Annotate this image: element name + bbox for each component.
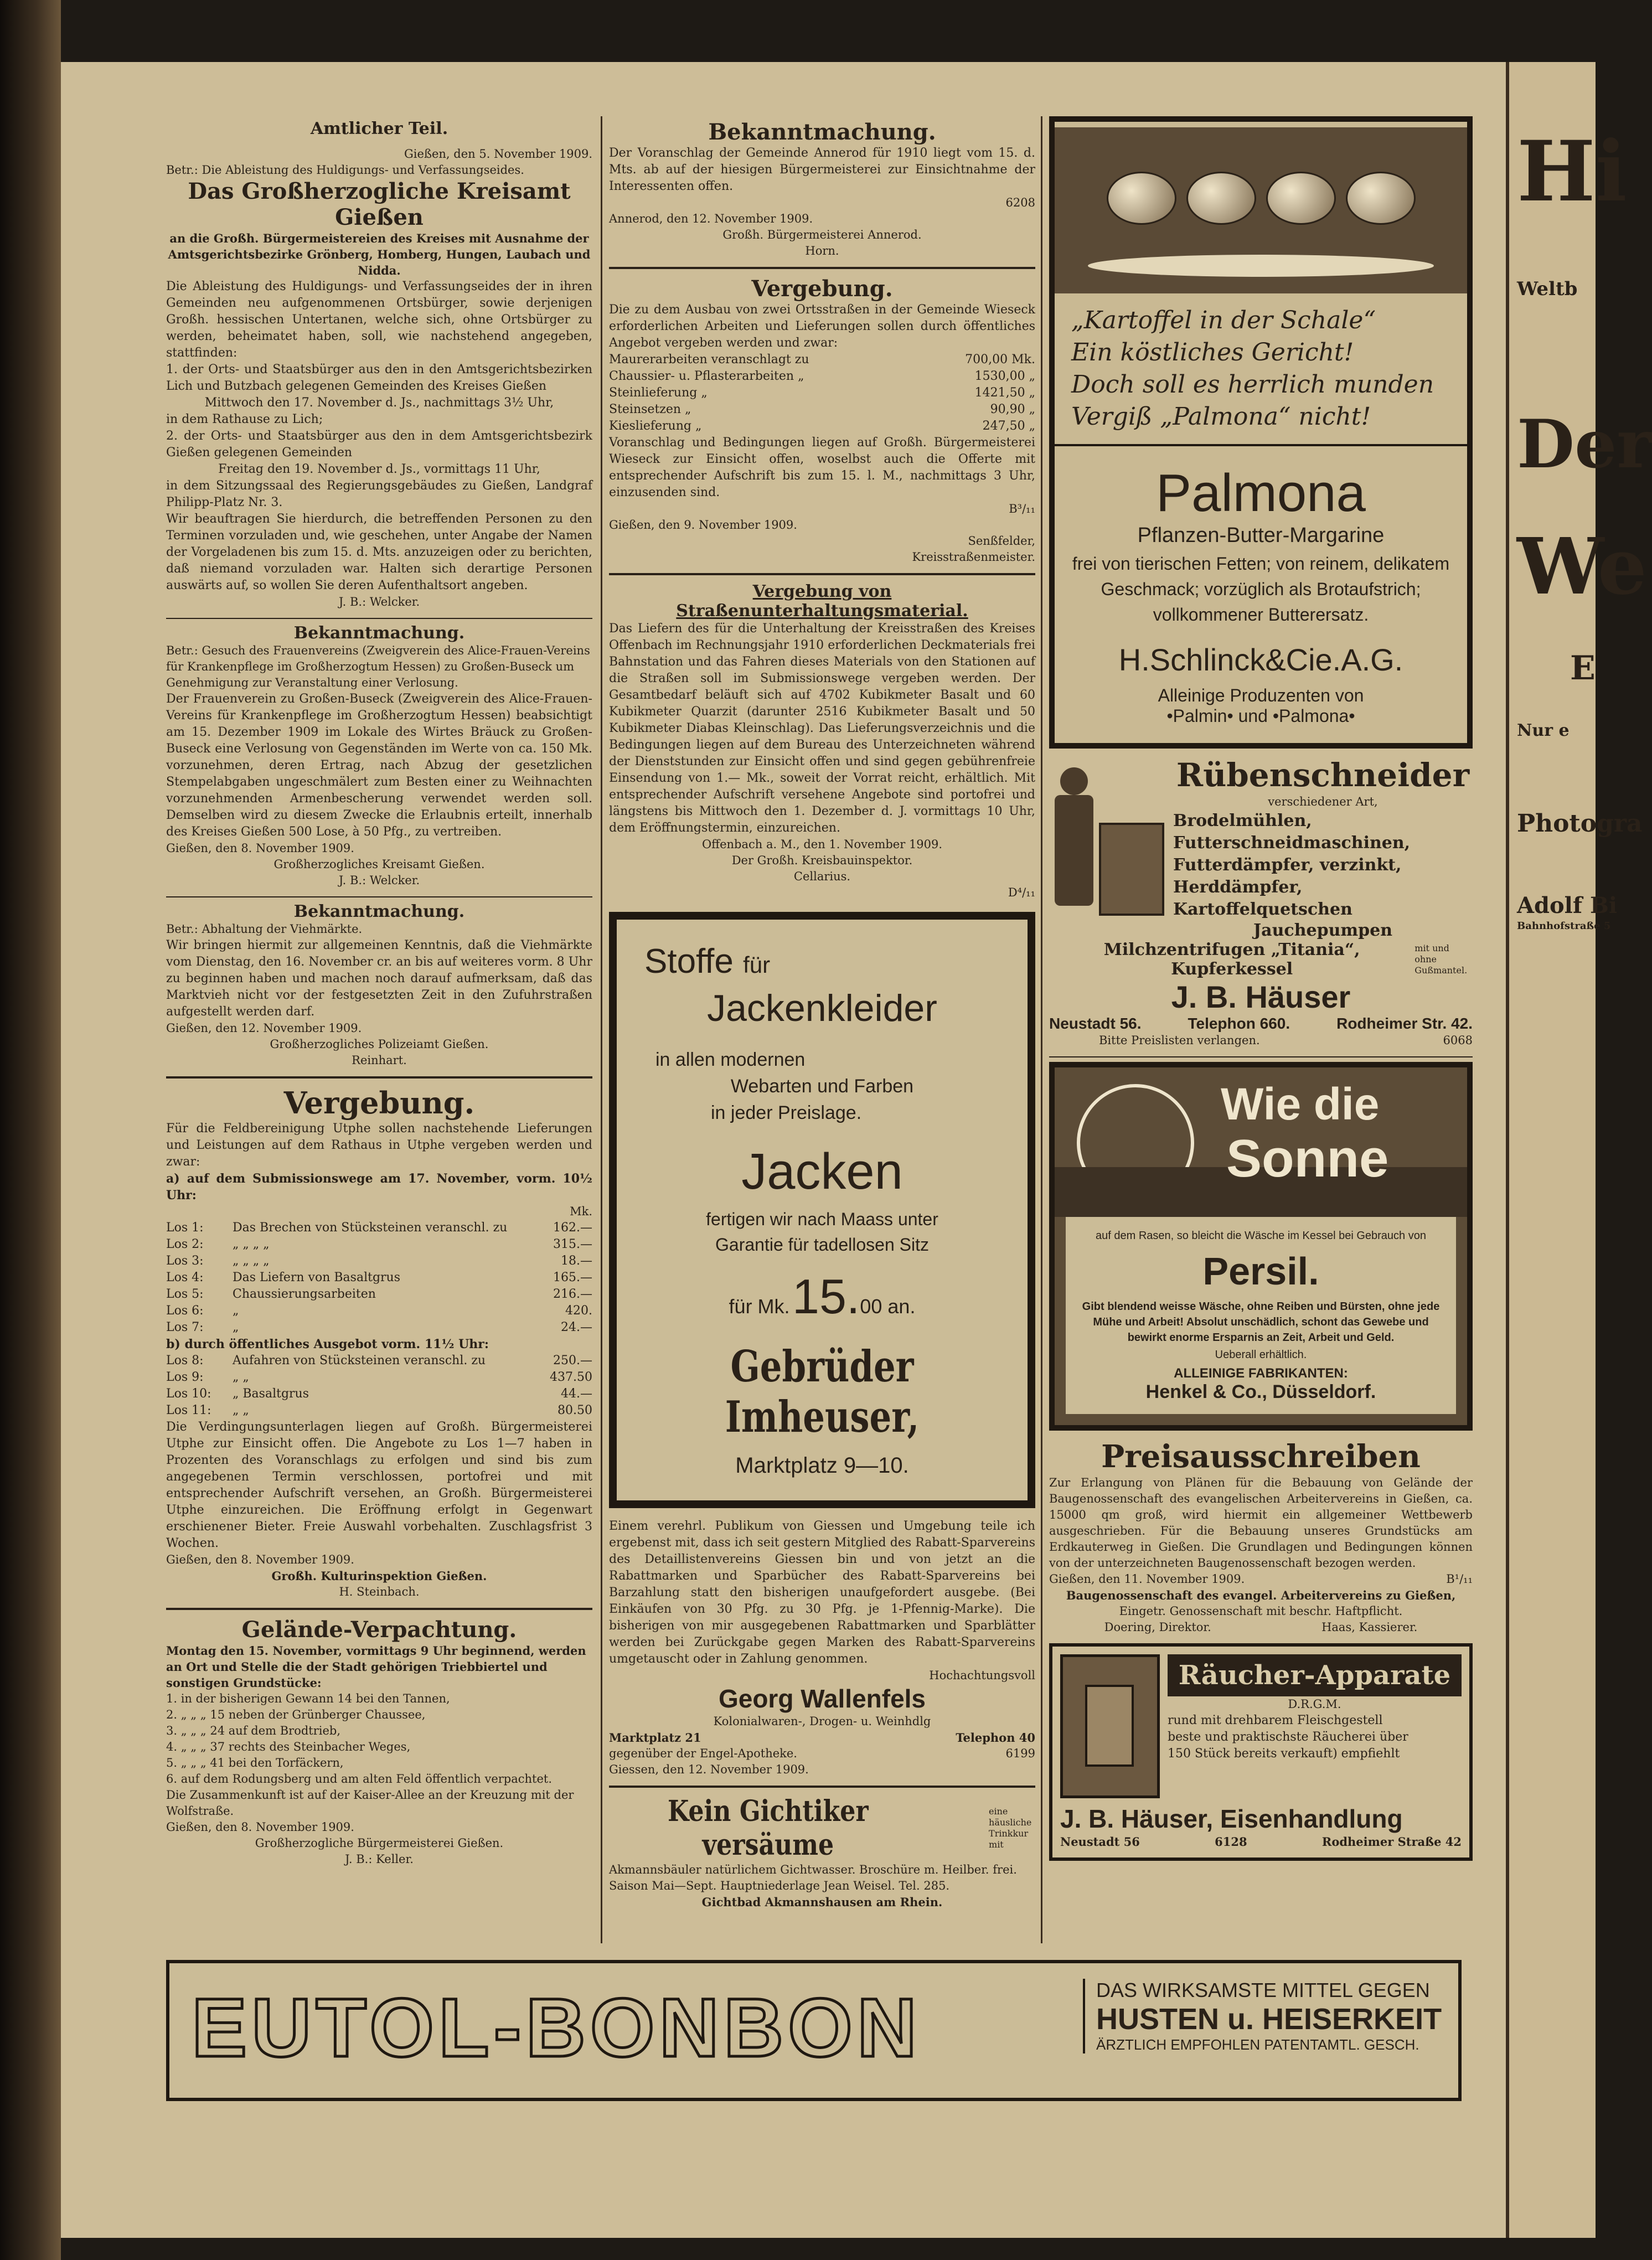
notice-date: Gießen, den 8. November 1909. [166,842,354,855]
ad-price [644,1268,1000,1325]
table-row [166,1286,592,1303]
ad-address: Neustadt 56. [1049,1015,1142,1032]
ad-line: Jauchepumpen [1253,921,1392,940]
notice-date: Gießen, den 5. November 1909. [404,147,592,161]
ad-headline: Jackenkleider [707,987,937,1029]
notice-item-date: Freitag den 19. November d. Js., vormittags 11 Uhr, [218,462,540,476]
table-row [166,1270,592,1286]
figure-head [1060,767,1088,795]
notice-subhead: a) auf dem Submissionswege am 17. November, vorm. 10½ Uhr: [166,1172,592,1203]
notice-body: Voranschlag und Bedingungen liegen auf Großh. Bürgermeisterei Wieseck zur Einsicht offen, woselbst auch die Offerte mit entsprechender Aufschrift bis zum 15. l. M., nachmittags 3 Uhr, einzusenden sind. [609,436,1035,499]
ad-gichtwasser [609,1794,1035,1910]
notice-code: B¹/₁₁ [1446,1572,1473,1586]
ad-line: Garantie für tadellosen Sitz [715,1235,929,1255]
ad-firm: H.Schlinck&Cie.A.G. [1118,642,1403,677]
lot-number: Los 3: [166,1254,204,1268]
ad-contact [609,1746,1035,1762]
notice-title: Gelände-Verpachtung. [241,1617,517,1643]
divider [609,573,1035,575]
machine [1099,823,1164,916]
notice-body: Der Voranschlag der Gemeinde Annerod für 1910 liegt vom 15. d. Mts. ab auf der hiesigen Bürgermeisterei zur Einsichtnahme der Interessenten offen. [609,146,1035,193]
ad-headline: Wie die [1221,1079,1380,1129]
potato-image [1107,172,1176,225]
notice-subject: Betr.: Gesuch des Frauenvereins (Zweigverein des Alice-Frauen-Vereins für Krankenpflege im Großherzogtum Hessen) zu Großen-Buseck um Genehmigung zur Veranstaltung einer Verlosung. [166,644,590,689]
ad-address: Marktplatz 21 [609,1731,701,1745]
notice-title: Vergebung. [751,276,893,302]
notice-meta [1049,1571,1473,1587]
notice-authority: Baugenossenschaft des evangel. Arbeitervereins zu Gießen, [1066,1588,1456,1602]
ad-body: Akmannsbäuler natürlichem Gichtwasser. Broschüre m. Heilber. frei. Saison Mai—Sept. Hauptniederlage Jean Weisel. Tel. 285. [609,1863,1017,1892]
table-row [609,418,1035,435]
lot-number: Los 9: [166,1370,204,1384]
notice-authority: Großherzogliches Polizeiamt Gießen. [270,1038,489,1051]
notice-signature: Senßfelder, [968,534,1035,548]
ad-line: rund mit drehbarem Fleischgestell [1168,1714,1383,1727]
notice-subject: Betr.: Abhaltung der Viehmärkte. [166,922,363,936]
ad-line: DAS WIRKSAMSTE MITTEL GEGEN [1096,1979,1430,2001]
ad-verse-line: Doch soll es herrlich munden [1071,370,1434,399]
ad-regards: Hochachtungsvoll [929,1669,1035,1682]
notice-subhead: b) durch öffentliches Ausgebot vorm. 11½ Uhr: [166,1337,489,1351]
list-item: 3. „ „ „ 24 auf dem Brodtrieb, [166,1724,341,1737]
divider [609,1786,1035,1788]
notice-title: Bekanntmachung. [293,902,465,921]
ad-layout [1060,1654,1462,1798]
list-item: 2. „ „ „ 15 neben der Grünberger Chaussee, [166,1708,426,1721]
lots-table-b [166,1353,592,1419]
farmer-machine-illustration [1049,756,1165,939]
divider [166,1076,592,1079]
cost-value: 90,90 „ [990,403,1035,416]
notice-body: Die Ableistung des Huldigungs- und Verfassungseides der in ihren Gemeinden neu aufgenommenen Ortsbürger, sowie derjenigen Großh. hessischen Untertanen, welche sich, ohne Ortsbürger zu werden, beheimatet haben, soll, wie nachstehend angegeben, stattfinden: [166,280,592,360]
notice-recipients: an die Großh. Bürgermeistereien des Kreises mit Ausnahme der Amtsgerichtsbezirke Grönberg, Homberg, Hungen, Laubach und Nidda. [168,231,591,277]
potato-dish-illustration [1055,127,1467,225]
ad-firm: Gebrüder Imheuser, [725,1341,920,1442]
cost-value: 700,00 Mk. [965,353,1035,367]
ad-persil [1049,1062,1473,1431]
notice-subtitle: Eingetr. Genossenschaft mit beschr. Haftpflicht. [1119,1604,1403,1618]
table-row [166,1402,592,1419]
ad-headline: Rübenschneider [1176,756,1470,794]
smoker-door [1085,1685,1134,1767]
ad-address-row [1060,1834,1462,1850]
notice-title: Vergebung. [283,1085,475,1121]
ad-word-fuer: für [743,952,771,978]
lot-description: Chaussierungsarbeiten [233,1287,376,1301]
lot-number: Los 2: [166,1237,204,1251]
lot-description: Aufahren von Stücksteinen veranschl. zu [233,1354,486,1368]
list-item: 4. „ „ „ 37 rechts des Steinbacher Weges, [166,1740,411,1753]
ad-firm: J. B. Häuser, Eisenhandlung [1060,1804,1403,1833]
notice-signature: J. B.: Keller. [345,1853,414,1866]
notice-title: Preisausschreiben [1101,1438,1421,1475]
divider [166,618,592,619]
notice-signature: J. B.: Welcker. [338,874,420,887]
ad-address-row [1049,1015,1473,1033]
notice-date: Gießen, den 9. November 1909. [609,518,797,532]
ad-subtitle: Pflanzen-Butter-Margarine [1137,524,1385,547]
cost-item: Steinsetzen „ [609,403,691,416]
notice-body: Zur Erlangung von Plänen für die Bebauung von Gelände der Baugenossenschaft des evangelischen Arbeitervereins in Gießen, ca. 15000 qm groß, wird hiermit ein allgemeiner Wettbewerb ausgeschrieben. Für die Bebauung unseres Grundstücks am Erdkauterweg in Gießen. Die Grundlagen und Bedingungen können von der unterzeichneten Baugenossenschaft bezogen werden. [1049,1476,1473,1570]
ad-wallenfels [609,1518,1035,1778]
ad-body: Einem verehrl. Publikum von Giessen und Umgebung teile ich ergebenst mit, dass ich seit gestern Mitglied des Rabatt-Sparvereins des Detaillistenvereins Giessen bin und von jetzt an die Rabattmarken und Sparbücher des Rabatt-Sparvereins bei Barzahlung statt den bisherigen unaufgefordert ausgebe. (Bei Einkäufen von 30 Pfg. zu 30 Pfg. je 1-Pfennig-Marke). Die bisherigen von mir ausgegebenen Rabattmarken und Sparblätter werden bei Zurückgabe gegen Marken des Rabatt-Sparvereins umgetauscht oder in Zahlung genommen. [609,1519,1035,1666]
table-row [609,385,1035,401]
cost-table [609,352,1035,435]
lot-number: Los 1: [166,1221,204,1235]
ad-layout [1049,756,1473,940]
ad-headline: Sonne [1226,1129,1389,1188]
fragment-text: Nur e [1517,721,1570,740]
lot-description: „ Basaltgrus [233,1387,309,1401]
notice-gelaende [166,1617,592,1867]
list-item: 6. auf dem Rodungsberg und am alten Feld öffentlich verpachtet. [166,1772,553,1786]
ad-line: in allen modernen [655,1049,806,1070]
divider [166,1608,592,1610]
lot-value: 24.— [561,1320,592,1334]
cost-value: 247,50 „ [982,419,1035,433]
ad-eutol-banner [166,1960,1462,2101]
notice-authority: Großherzogliche Bürgermeisterei Gießen. [255,1836,504,1850]
notice-signatures [1049,1619,1473,1635]
ad-line: Milchzentrifugen „Titania“, Kupferkessel [1103,940,1360,979]
column-1 [166,53,592,1875]
fragment-text: Adolf Bi [1517,892,1618,919]
notice-heading: Das Großherzogliche Kreisamt Gießen [188,178,571,230]
ad-contact [609,1730,1035,1746]
ad-footer: Gichtbad Akmannshausen am Rhein. [701,1895,943,1909]
ad-palmona [1049,116,1473,749]
notice-item: 2. der Orts- und Staatsbürger aus den in dem Amtsgerichtsbezirk Gießen gelegenen Gemeinden [166,429,592,460]
ad-footer [1049,1033,1473,1049]
notice-annerod [609,119,1035,259]
notice-body: Die zu dem Ausbau von zwei Ortsstraßen in der Gemeinde Wieseck erforderlichen Arbeiten und Lieferungen sollen durch öffentliches Angebot vergeben werden und zwar: [609,303,1035,350]
notice-signature: Doering, Direktor. [1104,1621,1211,1634]
fragment-text: Photogra [1517,809,1643,838]
table-row [166,1303,592,1319]
lot-description: Das Liefern von Basaltgrus [233,1271,401,1284]
notice-title: Vergebung von Straßenunterhaltungsmaterial. [676,582,968,621]
divider [609,267,1035,269]
notice-subject: Betr.: Die Ableistung des Huldigungs- und Verfassungseides. [166,163,524,177]
lot-number: Los 7: [166,1320,204,1334]
lot-description: „ [233,1320,239,1334]
ad-verse-line: „Kartoffel in der Schale“ [1071,306,1376,334]
notice-date: Gießen, den 8. November 1909. [166,1820,354,1834]
notice-date: Offenbach a. M., den 1. November 1909. [701,838,943,851]
ad-address: Rodheimer Str. 42. [1336,1015,1473,1032]
lot-description: „ „ „ „ [233,1237,270,1251]
notice-date: Gießen, den 8. November 1909. [166,1553,354,1566]
ad-date: Giessen, den 12. November 1909. [609,1763,809,1776]
table-row [166,1236,592,1253]
notice-date: Gießen, den 11. November 1909. [1049,1572,1245,1586]
notice-title: Bekanntmachung. [708,119,936,145]
ad-line [644,942,1000,981]
column-rule [1041,116,1042,1943]
table-row [609,352,1035,368]
potato-image [1266,172,1336,225]
ad-line: ALLEINIGE FABRIKANTEN: [1174,1366,1348,1381]
lot-description: „ „ [233,1404,249,1417]
section-title-amtlich: Amtlicher Teil. [310,119,448,138]
lot-number: Los 4: [166,1271,204,1284]
cost-value: 1421,50 „ [974,386,1035,400]
ad-address: Neustadt 56 [1060,1835,1140,1849]
ad-phone: Telephon 40 [956,1731,1035,1745]
ad-verse [1055,293,1467,446]
ad-line: ÄRZTLICH EMPFOHLEN PATENTAMTL. GESCH. [1096,2036,1419,2053]
ad-firm: J. B. Häuser [1171,979,1351,1014]
ad-illustration [1055,1067,1467,1217]
ad-price-value: 15. [792,1269,860,1324]
lot-value: 44.— [561,1387,592,1401]
ad-line: auf dem Rasen, so bleicht die Wäsche im Kessel bei Gebrauch von [1096,1230,1426,1242]
notice-authority: Großh. Bürgermeisterei Annerod. [722,228,922,241]
ad-text-block [1055,446,1467,743]
ad-headline: Kein Gichtiker versäume [667,1794,869,1862]
ad-line: beste und praktischste Räucherei über [1168,1730,1408,1744]
ad-note: mit und ohne Gußmantel. [1414,943,1468,976]
lot-value: 80.50 [557,1404,592,1417]
ad-raeucher [1049,1643,1473,1861]
ad-code: 6128 [1215,1835,1247,1849]
ad-description: Gibt blendend weisse Wäsche, ohne Reiben und Bürsten, ohne jede Mühe und Arbeit! Absolut unschädlich, schont das Gewebe und bewirkt enorme Ersparnis an Zeit, Arbeit und Geld. [1082,1301,1440,1344]
list-item: 1. in der bisherigen Gewann 14 bei den Tannen, [166,1692,450,1705]
currency-label: Mk. [570,1205,592,1218]
notice-authority: Großherzogliches Kreisamt Gießen. [273,858,485,871]
fragment-text: E [1570,649,1596,688]
lot-number: Los 8: [166,1354,204,1368]
ad-sidenote: eine häusliche Trinkkur mit [989,1806,1032,1850]
ad-phone: Telephon 660. [1188,1015,1290,1032]
lot-number: Los 10: [166,1387,211,1401]
potato-image [1346,172,1416,225]
notice-code: 6208 [1005,196,1035,209]
notice-closing: Wir beauftragen Sie hierdurch, die betreffenden Personen zu den Terminen vorzuladen und, wie geschehen, unter Angabe der Namen der Vorgeladenen bis zum 15. d. Mts. anzuzeigen oder zu berichten, daß niemand vorzuladen war. Halten sich derartige Personen auswärts auf, so wollen Sie deren Aufenthaltsort angeben. [166,512,592,592]
lot-value: 250.— [553,1354,592,1368]
ad-line: •Palmin• und •Palmona• [1166,706,1355,726]
smoker-illustration [1060,1654,1160,1798]
notice-item: 1. der Orts- und Staatsbürger aus den in den Amtsgerichtsbezirken Lich und Butzbach gelegenen Gemeinden des Kreises Gießen [166,363,592,393]
fragment-text: We [1517,522,1647,612]
ad-header [609,1794,1035,1862]
ad-claims [1083,1979,1456,2053]
notice-authority: Der Großh. Kreisbauinspektor. [731,854,913,867]
notice-code: D⁴/₁₁ [1008,886,1035,899]
notice-kreisamt [166,146,592,610]
lot-value: 165.— [553,1271,592,1284]
ad-line: in jeder Preislage. [711,1102,862,1123]
cost-item: Kieslieferung „ [609,419,702,433]
notice-wieseck [609,276,1035,565]
ad-code: 6068 [1443,1034,1473,1047]
lot-number: Los 6: [166,1304,204,1318]
lot-description: Das Brechen von Stücksteinen veranschl. zu [233,1221,508,1235]
ad-text [1173,756,1473,940]
potato-image [1186,172,1256,225]
ad-brand: Persil. [1202,1250,1319,1293]
ad-address: Marktplatz 9—10. [735,1453,909,1478]
notice-signature: Horn. [805,244,839,257]
table-row [166,1253,592,1270]
plate-image [1088,255,1434,277]
notice-body: Das Liefern des für die Unterhaltung der Kreisstraßen des Kreises Offenbach im Rechnungsjahr 1910 erforderlichen Deckmaterials frei Bahnstation und das Fahren dieses Materials von den Stationen auf die Straßen soll im Submissionswege vergeben werden. Der Gesamtbedarf beläuft sich auf 4702 Kubikmeter Basalt und 60 Kubikmeter Quarzit (darunter 2516 Kubikmeter Basalt und 50 Kubikmeter Diabas Kleinschlag). Das Lieferungsverzeichnis und die Bedingungen liegen auf dem Bureau des Unterzeichneten während der Dienststunden zur Einsicht offen und sind gegen gebührenfreie Einsendung von 1.— Mk., soweit der Vorrat reicht, erhältlich. Mit entsprechender Aufschrift versehene Angebote sind portofrei und längstens bis Mittwoch den 1. Dezember d. J. vormittags 10 Uhr, dem Eröffnungstermin, einzureichen. [609,622,1035,835]
notice-body: Die Verdingungsunterlagen liegen auf Großh. Bürgermeisterei Utphe zur Einsicht offen. Die Angebote zu Los 1—7 haben in Prozenten des Voranschlags zu erfolgen und sind bis zum angegebenen Termin verschlossen, portofrei und mit entsprechender Aufschrift versehen, an Großh. Bürgermeisterei Utphe einzureichen. Die Eröffnung erfolgt in Gegenwart erschienener Bieter. Freie Auswahl vorbehalten. Zuschlagsfrist 3 Wochen. [166,1420,592,1550]
ad-location: gegenüber der Engel-Apotheke. [609,1747,797,1760]
ad-address: Rodheimer Straße 42 [1321,1835,1462,1849]
cost-value: 1530,00 „ [974,369,1035,383]
notice-strassenmaterial [609,582,1035,901]
divider [1049,1056,1473,1057]
lot-number: Los 5: [166,1287,204,1301]
column-3 [1049,116,1473,1869]
ad-code: 6199 [1005,1747,1035,1760]
ad-description: frei von tierischen Fetten; von reinem, delikatem Geschmack; vorzüglich als Brotaufstrich; vollkommener Butterersatz. [1072,554,1450,625]
list-item: 5. „ „ „ 41 bei den Torfäckern, [166,1756,344,1769]
lot-description: „ „ „ „ [233,1254,270,1268]
table-row [166,1319,592,1336]
ad-text-block [1066,1217,1456,1414]
notice-viehmaerkte [166,902,592,1069]
lot-value: 18.— [561,1254,592,1268]
table-row [166,1353,592,1369]
cost-item: Maurerarbeiten veranschlagt zu [609,353,809,367]
ad-rueben [1049,756,1473,1049]
lot-value: 420. [565,1304,592,1318]
ad-row [1049,940,1473,979]
notice-date: Gießen, den 12. November 1909. [166,1021,362,1035]
cost-item: Steinlieferung „ [609,386,708,400]
notice-title: Bekanntmachung. [293,623,465,643]
lots-table-a [166,1220,592,1336]
notice-intro: Montag den 15. November, vormittags 9 Uhr beginnend, werden an Ort und Stelle die der Stadt gehörigen Triebbiertel und sonstigen Grundstücke: [166,1644,586,1690]
ad-verse-line: Vergiß „Palmona“ nicht! [1071,403,1371,431]
ad-line: HUSTEN u. HEISERKEIT [1096,2003,1442,2036]
ad-subtitle: Kolonialwaren-, Drogen- u. Weinhdlg [713,1715,931,1728]
table-row [609,368,1035,385]
ad-line: Alleinige Produzenten von [1158,685,1364,705]
cost-item: Chaussier- u. Pflasterarbeiten „ [609,369,804,383]
notice-meeting: Die Zusammenkunft ist auf der Kaiser-Allee an der Kreuzung mit der Wolfstraße. [166,1788,574,1818]
notice-signature: H. Steinbach. [339,1585,420,1598]
divider [166,896,592,897]
ad-text [1168,1654,1462,1798]
notice-body: Wir bringen hiermit zur allgemeinen Kenntnis, daß die Viehmärkte vom Dienstag, den 16. November cr. an bis auf weiteres vorm. 8 Uhr zu beginnen haben und machen noch darauf aufmerksam, daß das Marktvieh nicht vor der festgesetzten Zeit in den Zufuhrstraßen aufgestellt werden darf. [166,938,592,1019]
table-row [166,1386,592,1402]
notice-signature: Reinhart. [352,1054,407,1067]
notice-preisausschreiben [1049,1438,1473,1635]
notice-frauenverein [166,623,592,889]
notice-signature: Haas, Kassierer. [1321,1621,1418,1634]
ad-line: fertigen wir nach Maass unter [706,1209,938,1229]
column-rule [601,116,602,1943]
ad-product-list: Brodelmühlen, Futterschneidmaschinen, Futterdämpfer, verzinkt, Herddämpfer, Kartoffelquetschen [1173,811,1411,919]
fragment-text: Weltb [1517,278,1578,300]
ad-verse-line: Ein köstliches Gericht! [1071,338,1354,367]
lot-value: 437.50 [550,1370,592,1384]
notice-signature: J. B.: Welcker. [338,595,420,608]
notice-intro: Für die Feldbereinigung Utphe sollen nachstehende Lieferungen und Leistungen auf dem Rathaus in Utphe vergeben werden und zwar: [166,1122,592,1169]
book-spine [0,0,61,2260]
fragment-text: Hi [1517,123,1627,220]
notice-role: Kreisstraßenmeister. [912,550,1035,564]
ad-word-stoffe: Stoffe [644,942,734,981]
lot-description: „ „ [233,1370,249,1384]
lot-value: 315.— [553,1237,592,1251]
notice-signature: Cellarius. [793,870,851,883]
ad-firm: Georg Wallenfels [718,1684,926,1713]
ad-brand: EUTOL-BONBON [192,1981,922,2074]
ad-line: Webarten und Farben [730,1076,914,1097]
lot-description: „ [233,1304,239,1318]
parcel-list [166,1691,592,1787]
ad-illustration [1055,127,1467,293]
table-row [166,1220,592,1236]
ad-stoffe [609,912,1035,1508]
ad-headline: Jacken [741,1143,903,1200]
notice-item-place: in dem Rathause zu Lich; [166,412,323,426]
fragment-text: Bahnhofstraße 5 [1517,920,1611,932]
notice-date: Annerod, den 12. November 1909. [609,212,813,225]
ad-line: verschiedener Art, [1268,795,1378,808]
ad-price-suffix: 00 an. [860,1295,916,1318]
lot-value: 216.— [553,1287,592,1301]
figure-body [1055,795,1093,906]
lot-value: 162.— [553,1221,592,1235]
table-row [609,401,1035,418]
ad-drgm: D.R.G.M. [1288,1697,1341,1711]
fragment-text: Der [1517,405,1652,483]
notice-vergebung-utphe [166,1085,592,1600]
ad-footer-text: Bitte Preislisten verlangen. [1099,1034,1260,1047]
table-row [166,1369,592,1386]
facing-page-fragment [1506,62,1652,2238]
notice-item-place: in dem Sitzungssaal des Regierungsgebäudes zu Gießen, Landgraf Philipp-Platz Nr. 3. [166,479,592,509]
notice-body: Der Frauenverein zu Großen-Buseck (Zweigverein des Alice-Frauen-Vereins für Krankenpflege im Großherzogtum Hessen) beabsichtigt am 15. Dezember 1909 im Lokale des Wirtes Bräuck zu Großen-Buseck eine Verlosung von Gegenständen im Werte von ca. 150 Mk. vorzunehmen, deren Ertrag, nach Abzug der gesetzlichen Stempelabgaben ungeschmälert zum Besten einer zu Weihnachten vorzunehmenden Armenbescherung verwendet werden soll. Demselben wird zu diesem Zwecke die Erlaubnis erteilt, innerhalb des Kreises Gießen 500 Lose, à 50 Pfg., zu vertreiben. [166,692,592,839]
ad-firm: Henkel & Co., Düsseldorf. [1145,1381,1376,1402]
column-2 [609,53,1035,1918]
notice-item-date: Mittwoch den 17. November d. Js., nachmittags 3½ Uhr, [204,396,554,410]
ad-brand: Palmona [1156,463,1366,523]
notice-authority: Großh. Kulturinspektion Gießen. [271,1569,487,1583]
ad-price-label: für Mk. [729,1295,790,1318]
lot-number: Los 11: [166,1404,211,1417]
ad-line: 150 Stück bereits verkauft) empfiehlt [1168,1747,1400,1761]
notice-code: B³/₁₁ [1009,502,1035,515]
ad-line: Ueberall erhältlich. [1215,1349,1307,1361]
ad-headline: Räucher-Apparate [1168,1654,1462,1696]
